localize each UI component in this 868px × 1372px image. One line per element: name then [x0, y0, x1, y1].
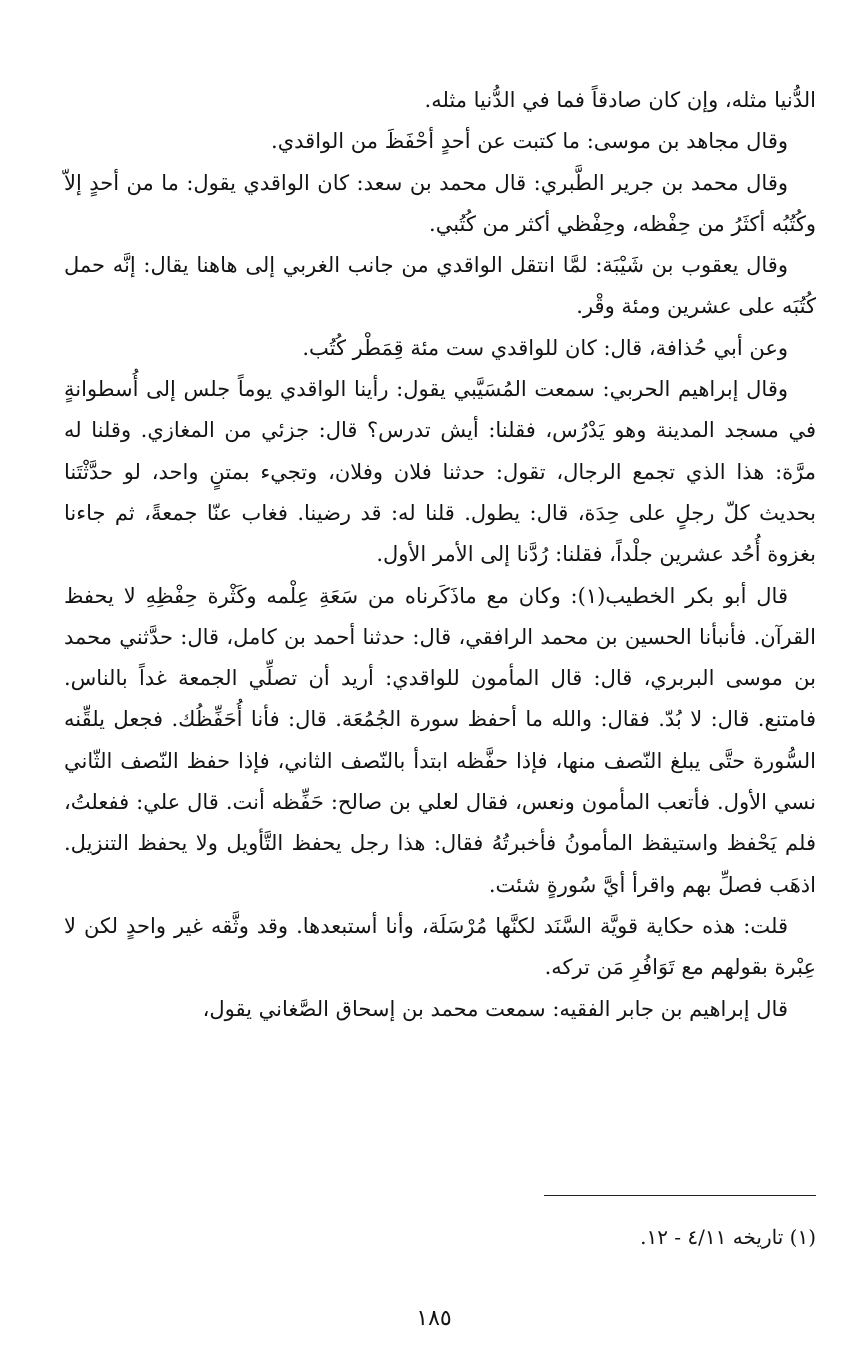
page-number: ١٨٥ [416, 1306, 452, 1331]
paragraph: وقال محمد بن جرير الطَّبري: قال محمد بن سعد: كان الواقدي يقول: ما من أحدٍ إلاّ وكُتُبُه أكثَرُ من حِفْظه، وحِفْظي أكثر من كُتُبي. [64, 170, 816, 236]
paragraph: وقال إبراهيم الحربي: سمعت المُسَيَّبي يقول: رأينا الواقدي يوماً جلس إلى أُسطوانةٍ في مسجد المدينة وهو يَدْرُس، فقلنا: أيش تدرس؟ قال: جزئي من المغازي. وقلنا له مرَّة: هذا الذي تجمع الرجال، تقول: حدثنا فلان وفلان، وتجيء بمتنٍ واحد، لو حدَّثْتَنا بحديث كلّ رجلٍ على حِدَة، قال: يطول. قلنا له: قد رضينا. فغاب عنّا جمعةً، ثم جاءنا بغزوة أُحُد عشرين جلْداً، فقلنا: رُدَّنا إلى الأمر الأول. [64, 377, 816, 567]
paragraph: قلت: هذه حكاية قويَّة السَّنَد لكنَّها مُرْسَلَة، وأنا أستبعدها. وقد وثَّقه غير واحدٍ لكن لا عِبْرة بقولهم مع تَوَافُرِ مَن تركه. [64, 913, 816, 980]
paragraph: وعن أبي حُذافة، قال: كان للواقدي ست مئة قِمَطْر كُتُب. [302, 335, 788, 360]
paragraph: الدُّنيا مثله، وإن كان صادقاً فما في الدُّنيا مثله. [424, 88, 816, 112]
footnote-divider [544, 1195, 816, 1196]
paragraph: قال أبو بكر الخطيب(١): وكان مع ماذَكَرناه من سَعَةِ عِلْمه وكَثْرة حِفْظِهِ لا يحفظ القرآن. فأنبأنا الحسين بن محمد الرافقي، قال: حدثنا أحمد بن كامل، قال: حدَّثني محمد بن موسى البربري، قال: قال المأمون للواقدي: أريد أن تصلِّي الجمعة غداً بالناس. فامتنع. قال: لا بُدّ. فقال: والله ما أحفظ سورة الجُمُعَة. قال: فأنا أُحَفِّظُك. فجعل يلقِّنه السُّورة حتَّى يبلغ النّصف منها، فإذا حفَّظه ابتدأ بالنّصف الثاني، فإذا حفظ النّصف الثّاني نسي الأول. فأتعب المأمون ونعس، فقال لعلي بن صالح: حَفِّظه أنت. قال علي: ففعلتُ، فلم يَحْفظ واستيقظ المأمونُ فأخبرتُهُ فقال: هذا رجل يحفظ التَّأويل ولا يحفظ التنزيل. اذهَب فصلِّ بهم واقرأ أيَّ سُورةٍ شئت. [64, 583, 816, 897]
paragraph: وقال مجاهد بن موسى: ما كتبت عن أحدٍ أحْفَظَ من الواقدي. [271, 129, 788, 154]
paragraph: وقال يعقوب بن شَيْبَة: لمَّا انتقل الواقدي من جانب الغربي إلى هاهنا يقال: إنَّه حمل كُتُبَه على عشرين ومئة وقْر. [64, 253, 816, 319]
footnote: (١) تاريخه ٤/١١ - ١٢. [640, 1225, 816, 1249]
body-text [64, 80, 816, 1030]
paragraph: قال إبراهيم بن جابر الفقيه: سمعت محمد بن إسحاق الصَّغاني يقول، [202, 996, 788, 1021]
